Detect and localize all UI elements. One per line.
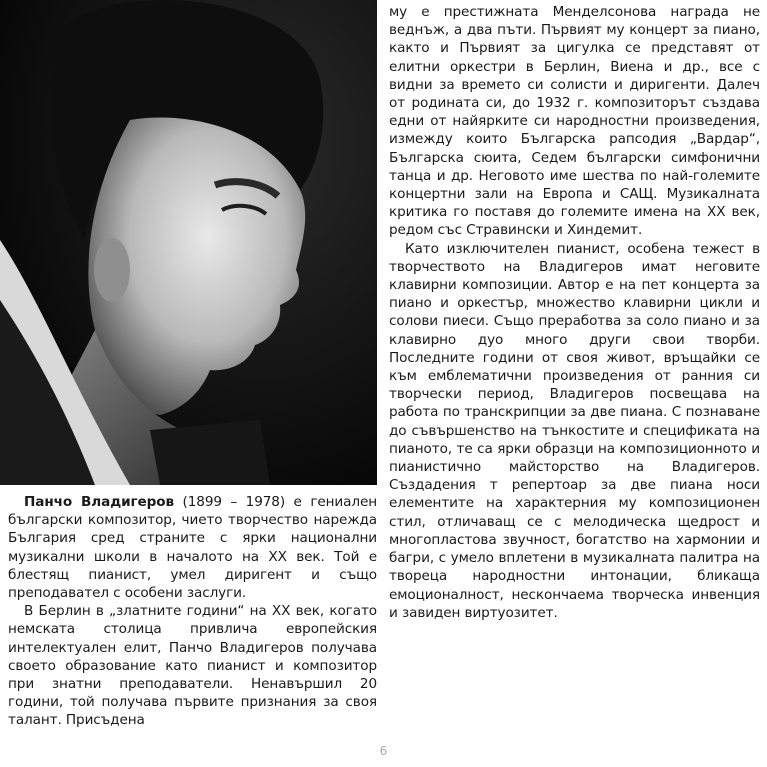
composer-name: Панчо Владигеров <box>24 494 175 510</box>
biography-intro-paragraph <box>8 493 377 602</box>
berlin-paragraph: В Берлин в „златните години“ на XX век, когато немската столица привлича европейския интелектуален елит, Панчо Владигеров получава своето образование като пианист и композитор при знатни преподаватели. Ненавършил 20 години, той получава първите признания за своя талант. Присъдена <box>8 603 377 729</box>
intro-text: (1899 – 1978) е гениален български композитор, чието творчество нарежда България сред страните с ярки национални музикални школи в началото на XX век. Той е блестящ пианист, умел диригент и също преподавател с особени заслуги. <box>8 494 378 602</box>
awards-paragraph: му е престижната Менделсонова награда не веднъж, а два пъти. Първият му концерт за пиано, както и Първият за цигулка се представят от елитни оркестри в Берлин, Виена и др., все с видни за времето си солисти и диригенти. Далеч от родината си, до 1932 г. композиторът създава едни от найярките си народностни произведения, измежду които Българска рапсодия „Вардар“, Българска сюита, Седем български симфонични танца и др. Неговото име шества по най-големите концертни зали на Европа и САЩ. Музикалната критика го поставя до големите имена на XX век, редом със Стравински и Хиндемит. <box>389 4 760 239</box>
piano-works-paragraph: Като изключителен пианист, особена тежест в творчеството на Владигеров имат неговите клавирни композиции. Автор е на пет концерта за пиано и оркестър, множество клавирни цикли и солови пиеси. Също преработва за соло пиано и за клавирно дуо много други свои творби. Последните години от своя живот, връщайки се към емблематични произведения от ранния си творчески период, Владигеров посвещава на работа по транскрипции за две пиана. С познаване до съвършенство на тънкостите и спецификата на пианото, те са ярки образци на композиционното и пианистично майсторство на Владигеров. Създадения т репертоар за две пиана носи елементите на характерния му композиционен стил, отличаващ се с мелодическа щедрост и многопластова звучност, богатство на хармонии и багри, с умело вплетени в музикалната палитра на твореца народностни интонации, бликаща емоционалност, нескончаема творческа инвенция и завиден виртуозитет. <box>389 240 760 621</box>
left-text-column <box>8 493 377 730</box>
portrait-photo <box>0 0 377 485</box>
portrait-image <box>0 0 377 485</box>
page-number: 6 <box>379 744 388 758</box>
right-text-column <box>389 3 760 622</box>
